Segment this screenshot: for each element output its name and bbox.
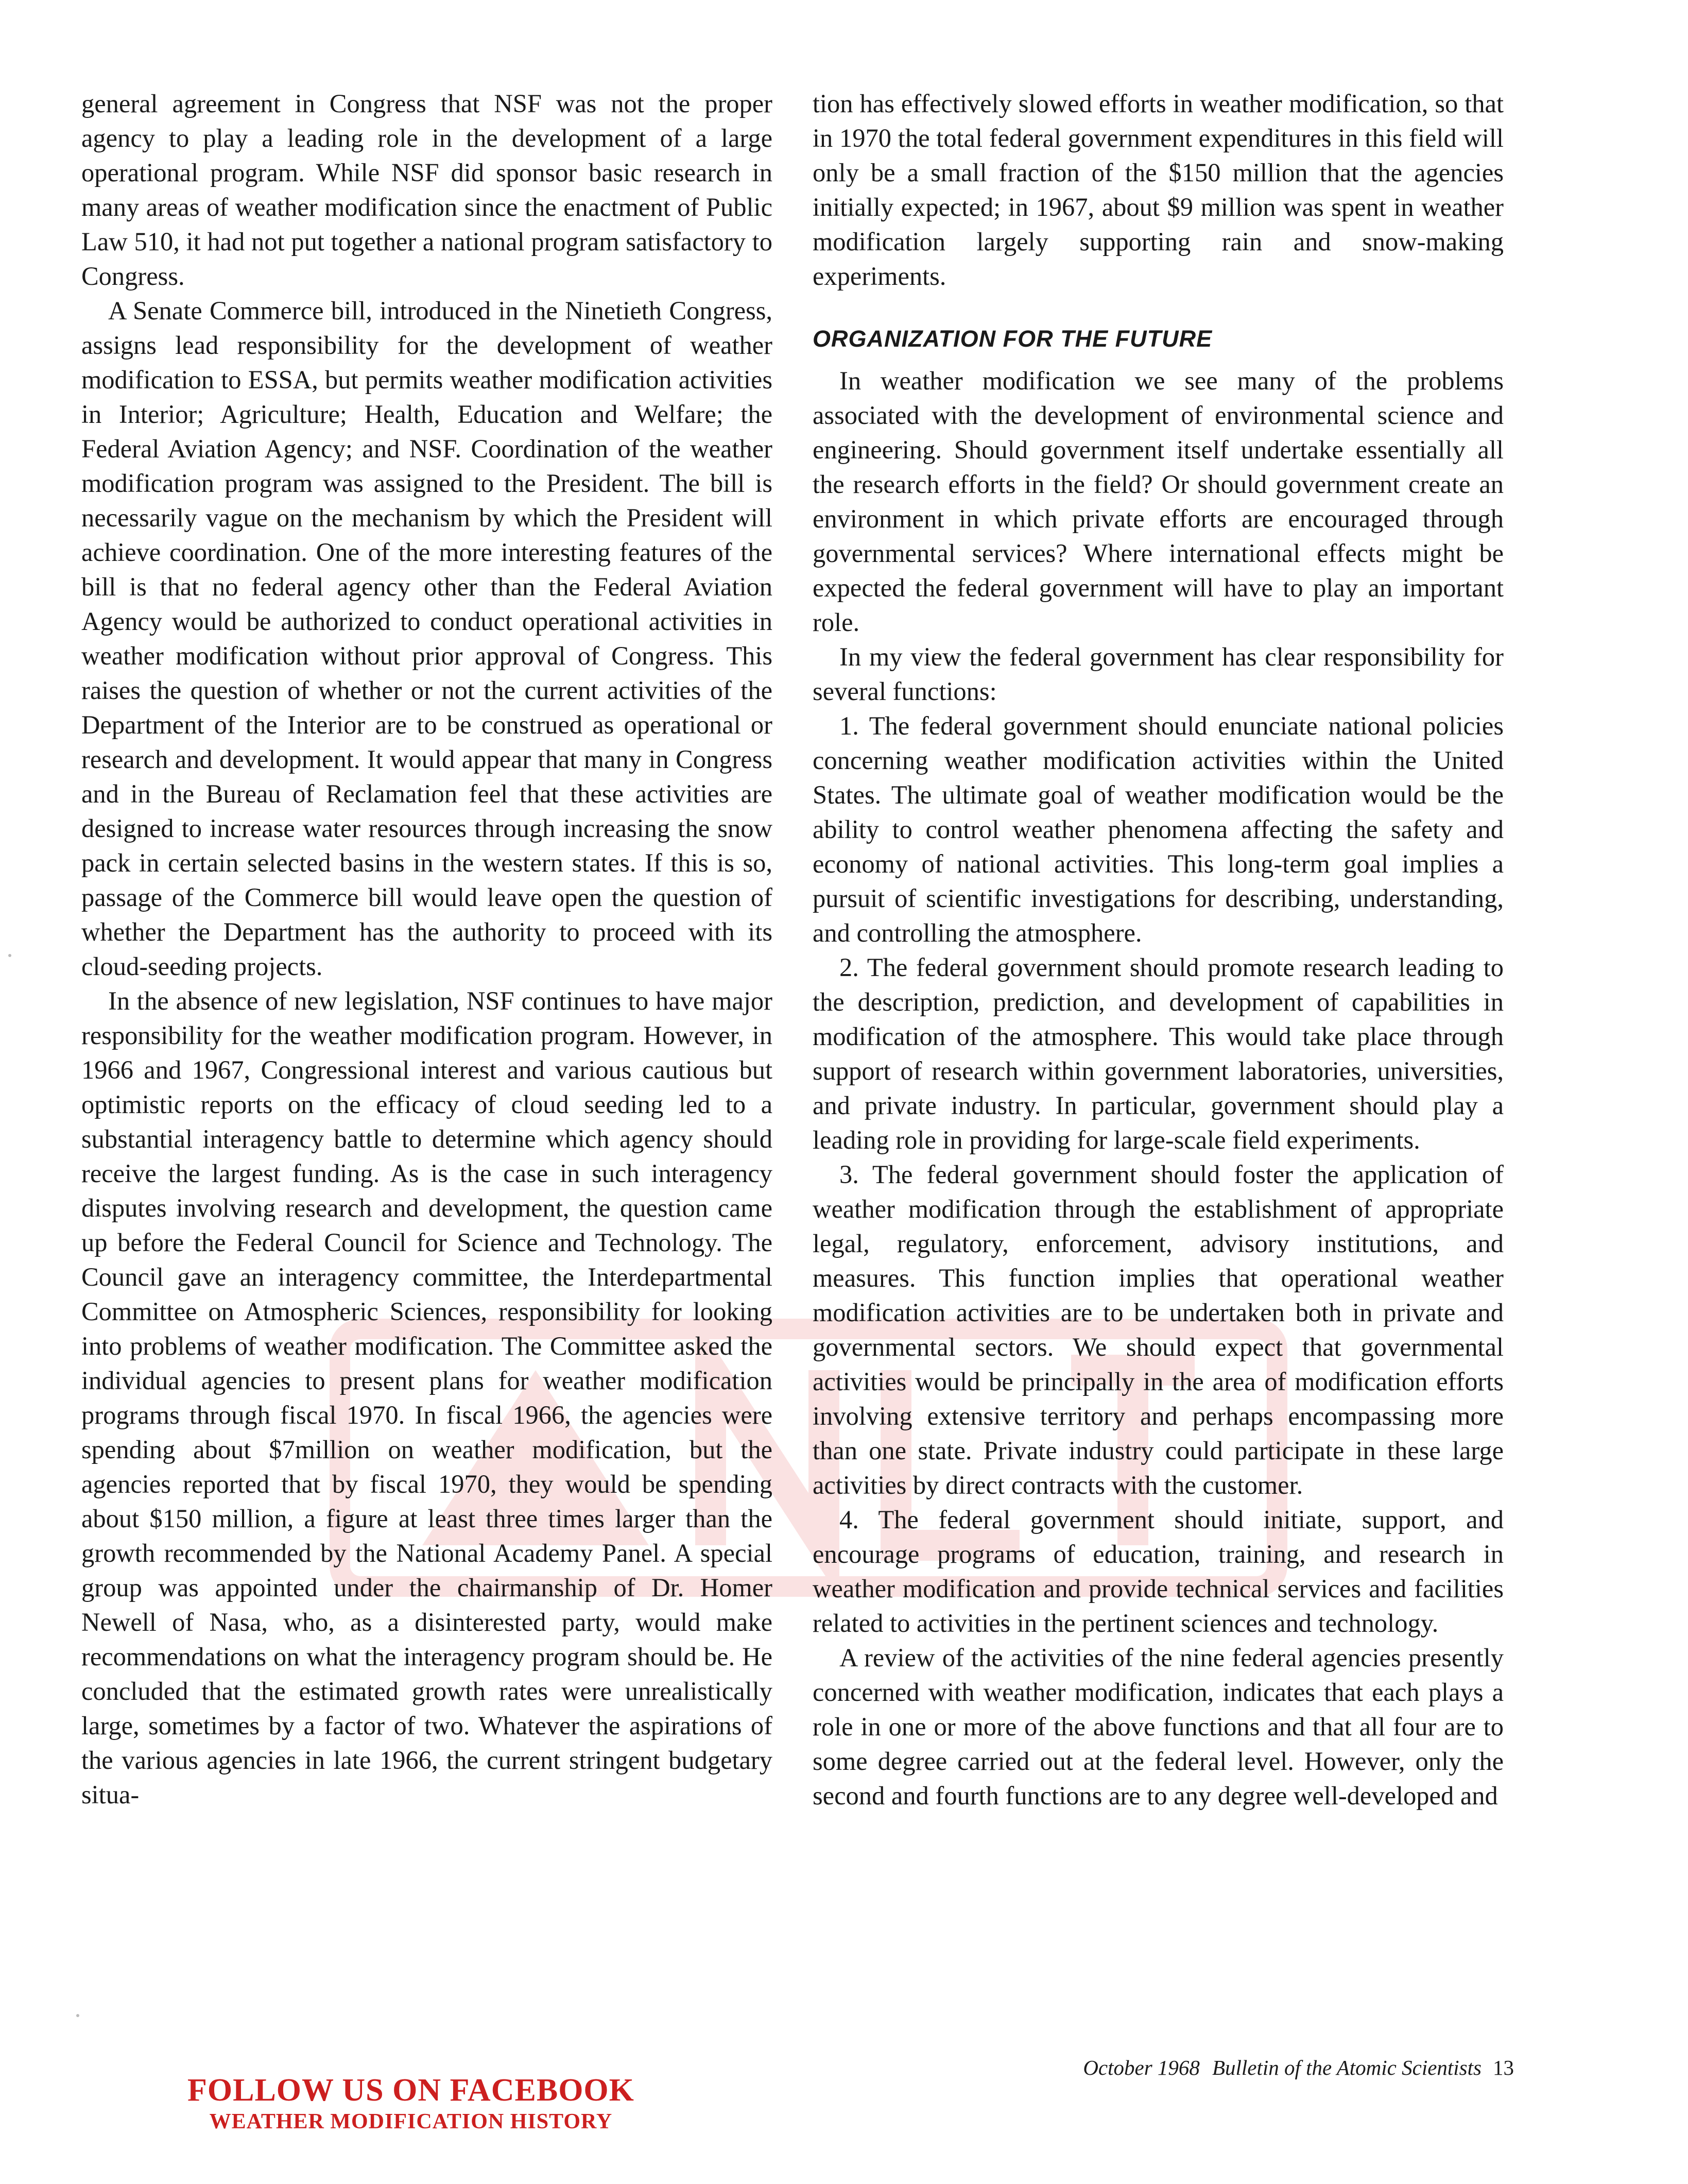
function-item-1: 1. The federal government should enunciate national policies concerning weather modification activities within the United States. The ultimate goal of weather modification would be the ability to control weather phenomena affecting the safety and economy of national activities. This long-term goal implies a pursuit of scientific investigations for describing, understanding, and controlling the atmosphere.: [813, 711, 1504, 947]
scan-speck: [76, 2014, 79, 2017]
footer-journal: Bulletin of the Atomic Scientists: [1212, 2056, 1482, 2079]
right-column: [813, 87, 1504, 1813]
function-item-2: 2. The federal government should promote research leading to the description, prediction, and development of capabilities in modification of the atmosphere. This would take place through support of research within government laboratories, universities, and private industry. In particular, government should play a leading role in providing for large-scale field experiments.: [813, 953, 1504, 1154]
promo-line-1: FOLLOW US ON FACEBOOK: [187, 2073, 634, 2108]
left-paragraph-3: In the absence of new legislation, NSF continues to have major responsibility for the weather modification program. However, in 1966 and 1967, Congressional interest and various cautious but optimistic reports on the efficacy of cloud seeding led to a substantial interagency battle to determine which agency should receive the largest funding. As is the case in such interagency disputes involving research and development, the question came up before the Federal Council for Science and Technology. The Council gave an interagency committee, the Interdepartmental Committee on Atmospheric Sciences, responsibility for looking into problems of weather modification. The Committee asked the individual agencies to present plans for weather modification programs through fiscal 1970. In fiscal 1966, the agencies were spending about $7million on weather modification, but the agencies reported that by fiscal 1970, they would be spending about $150 million, a figure at least three times larger than the growth recommended by the National Academy Panel. A special group was appointed under the chairmanship of Dr. Homer Newell of Nasa, who, as a disinterested party, would make recommendations on what the interagency program should be. He concluded that the estimated growth rates were unrealistically large, sometimes by a factor of two. Whatever the aspirations of the various agencies in late 1966, the current stringent budgetary situa-: [81, 986, 772, 1809]
footer-date: October 1968: [1083, 2056, 1200, 2079]
function-item-4: 4. The federal government should initiate, support, and encourage programs of education, training, and research in weather modification and provide technical services and facilities related to activities in the pertinent sciences and technology.: [813, 1505, 1504, 1637]
left-column: [81, 87, 772, 1812]
section-heading: ORGANIZATION FOR THE FUTURE: [813, 326, 1213, 352]
page-footer: [1083, 2055, 1514, 2080]
left-paragraph-1: general agreement in Congress that NSF was not the proper agency to play a leading role in the development of a large operational program. While NSF did sponsor basic research in many areas of weather modification since the enactment of Public Law 510, it had not put together a national program satisfactory to Congress.: [81, 89, 772, 291]
scan-speck: [8, 954, 11, 957]
function-item-3: 3. The federal government should foster the application of weather modification through the establishment of appropriate legal, regulatory, enforcement, advisory institutions, and measures. This function implies that operational weather modification activities are to be undertaken both in private and governmental sectors. We should expect that governmental activities would be principally in the area of modification efforts involving extensive territory and perhaps encompassing more than one state. Private industry could participate in these large activities by direct contracts with the customer.: [813, 1160, 1504, 1499]
right-paragraph-4: A review of the activities of the nine federal agencies presently concerned with weather modification, indicates that each plays a role in one or more of the above functions and that all four are to some degree carried out at the federal level. However, only the second and fourth functions are to any degree well-developed and: [813, 1643, 1504, 1810]
left-paragraph-2: A Senate Commerce bill, introduced in the Ninetieth Congress, assigns lead responsibility for the development of weather modification to ESSA, but permits weather modification activities in Interior; Agriculture; Health, Education and Welfare; the Federal Aviation Agency; and NSF. Coordination of the weather modification program was assigned to the President. The bill is necessarily vague on the mechanism by which the President will achieve coordination. One of the more interesting features of the bill is that no federal agency other than the Federal Aviation Agency would be authorized to conduct operational activities in weather modification without prior approval of Congress. This raises the question of whether or not the current activities of the Department of the Interior are to be construed as operational or research and development. It would appear that many in Congress and in the Bureau of Reclamation feel that these activities are designed to increase water resources through increasing the snow pack in certain selected basins in the western states. If this is so, passage of the Commerce bill would leave open the question of whether the Department has the authority to proceed with its cloud-seeding projects.: [81, 296, 772, 981]
facebook-promo: [187, 2072, 634, 2135]
page-number: 13: [1493, 2056, 1514, 2079]
right-paragraph-3: In my view the federal government has clear responsibility for several functions:: [813, 642, 1504, 706]
right-paragraph-1: tion has effectively slowed efforts in weather modification, so that in 1970 the total federal government expenditures in this field will only be a small fraction of the $150 million that the agencies initially expected; in 1967, about $9 million was spent in weather modification largely supporting rain and snow-making experiments.: [813, 89, 1504, 291]
promo-line-2: WEATHER MODIFICATION HISTORY: [209, 2110, 613, 2134]
right-paragraph-2: In weather modification we see many of the problems associated with the development of environmental science and engineering. Should government itself undertake essentially all the research efforts in the field? Or should government create an environment in which private efforts are encouraged through governmental services? Where international effects might be expected the federal government will have to play an important role.: [813, 366, 1504, 637]
